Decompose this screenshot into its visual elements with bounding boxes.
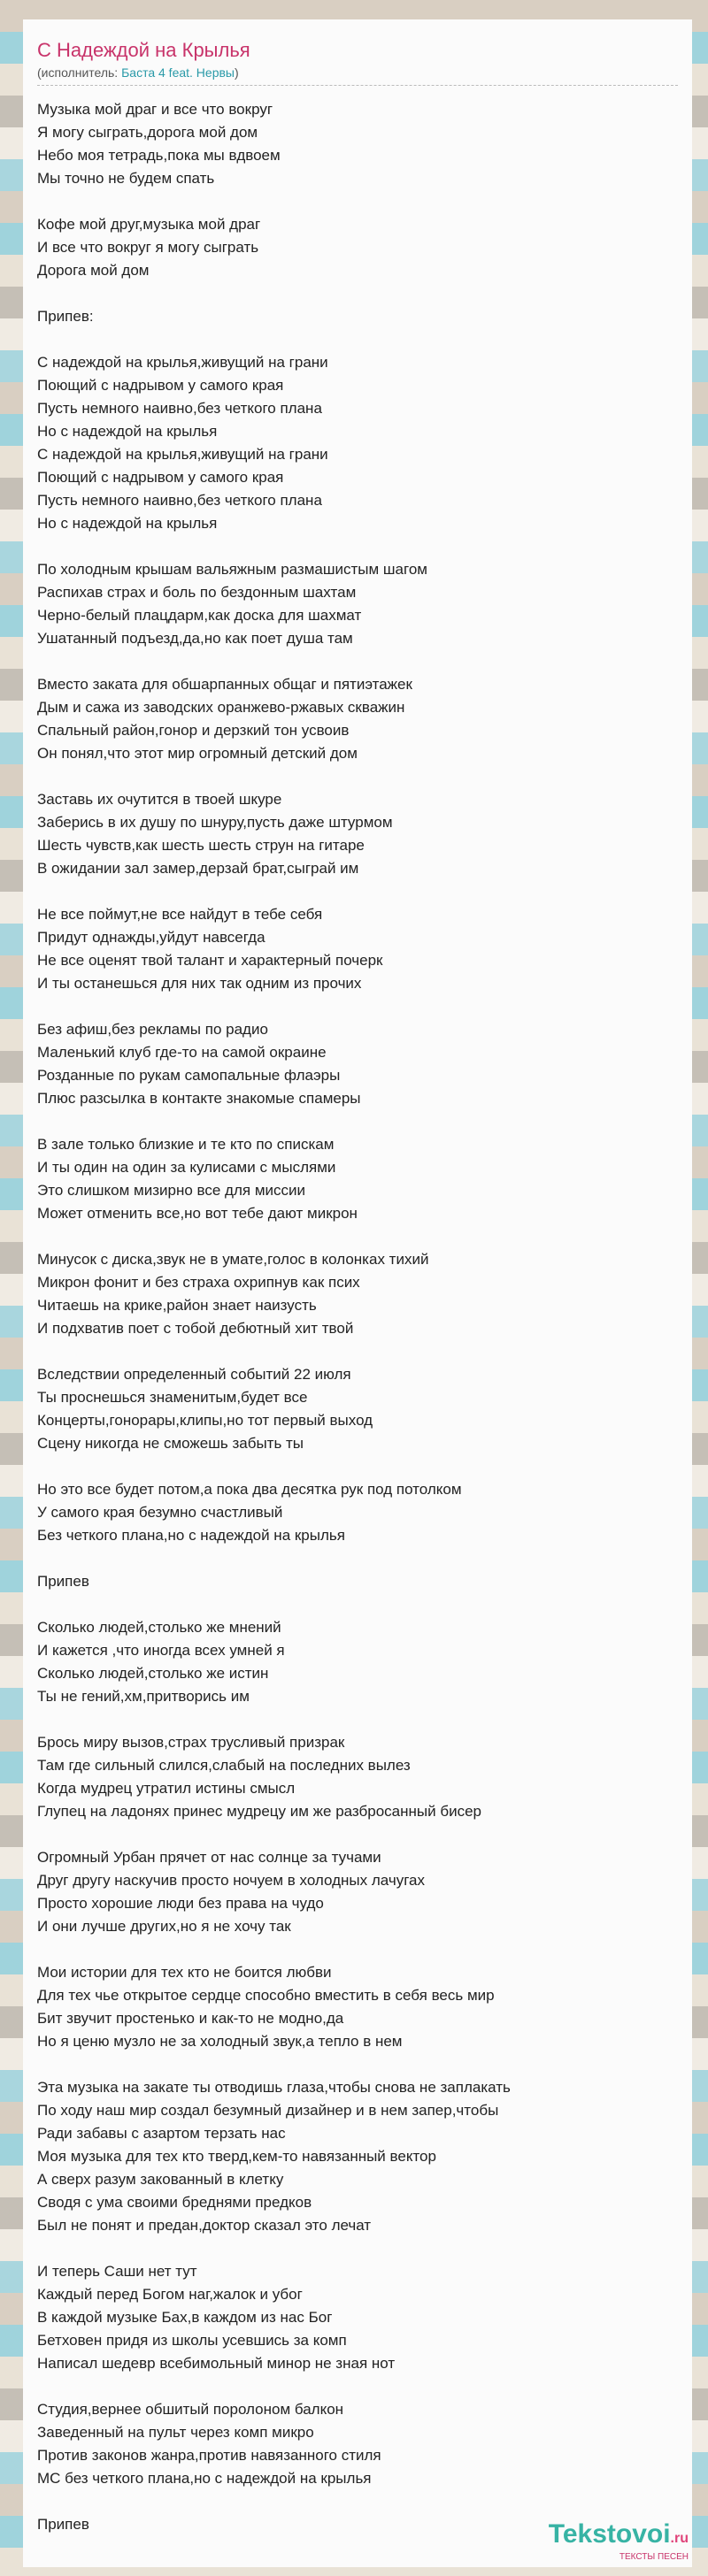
lyrics-line: Но с надеждой на крылья [37, 423, 218, 440]
lyrics-stanza [37, 305, 678, 328]
lyrics-line: Просто хорошие люди без права на чудо [37, 1895, 324, 1912]
lyrics-line: Заведенный на пульт через комп микро [37, 2424, 314, 2441]
lyrics-stanza [37, 1133, 678, 1225]
logo-main-text: Tekstovoi [548, 2519, 671, 2549]
lyrics-line: Музыка мой драг и все что вокруг [37, 101, 273, 118]
lyrics-line: Не все оценят твой талант и характерный почерк [37, 952, 383, 969]
lyrics-line: Поющий с надрывом у самого края [37, 469, 284, 486]
lyrics-line: Но это все будет потом,а пока два десятка рук под потолком [37, 1481, 462, 1498]
lyrics-stanza [37, 1961, 678, 2053]
lyrics-line: Я могу сыграть,дорога мой дом [37, 124, 258, 141]
lyrics-line: Шесть чувств,как шесть шесть струн на гитаре [37, 837, 365, 854]
lyrics-stanza [37, 1363, 678, 1455]
byline-suffix: ) [235, 65, 239, 80]
lyrics-line: Читаешь на крике,район знает наизусть [37, 1297, 317, 1314]
lyrics-line: Ты не гений,хм,притворись им [37, 1688, 250, 1705]
lyrics-line: И ты один на один за кулисами с мыслями [37, 1159, 336, 1176]
lyrics-stanza [37, 903, 678, 995]
lyrics-line: Друг другу наскучив просто ночуем в холодных лачугах [37, 1872, 425, 1889]
lyrics-line: Концерты,гонорары,клипы,но тот первый выход [37, 1412, 373, 1429]
lyrics-line: Припев [37, 1573, 89, 1590]
lyrics-stanza [37, 2260, 678, 2375]
lyrics-line: Ради забавы с азартом терзать нас [37, 2125, 286, 2142]
lyrics-line: Кофе мой друг,музыка мой драг [37, 216, 261, 233]
lyrics-line: Но с надеждой на крылья [37, 515, 218, 532]
lyrics-line: Бетховен придя из школы усевшись за комп [37, 2332, 347, 2349]
lyrics-line: Сколько людей,столько же истин [37, 1665, 269, 1682]
lyrics-line: С надеждой на крылья,живущий на грани [37, 446, 328, 463]
lyrics-line: Припев [37, 2516, 89, 2533]
lyrics-stanza [37, 1478, 678, 1547]
lyrics-stanza [37, 1570, 678, 1593]
lyrics-line: Ты проснешься знаменитым,будет все [37, 1389, 308, 1406]
lyrics-line: Заставь их очутится в твоей шкуре [37, 791, 282, 808]
lyrics-line: Ушатанный подъезд,да,но как поет душа там [37, 630, 353, 647]
logo-tagline: ТЕКСТЫ ПЕСЕН [619, 2552, 689, 2562]
lyrics-line: Поющий с надрывом у самого края [37, 377, 284, 394]
lyrics-line: С надеждой на крылья,живущий на грани [37, 354, 328, 371]
lyrics-stanza [37, 1616, 678, 1708]
lyrics-line: Каждый перед Богом наг,жалок и убог [37, 2286, 303, 2303]
lyrics-line: И кажется ,что иногда всех умней я [37, 1642, 285, 1659]
lyrics-stanza [37, 558, 678, 650]
lyrics-card [23, 19, 692, 2567]
lyrics-line: Моя музыка для тех кто тверд,кем-то навязанный вектор [37, 2148, 436, 2165]
lyrics-line: Это слишком мизирно все для миссии [37, 1182, 305, 1199]
lyrics-stanza [37, 1731, 678, 1823]
lyrics-body [37, 98, 678, 2536]
lyrics-line: Вместо заката для обшарпанных общаг и пятиэтажек [37, 676, 412, 693]
byline-prefix: (исполнитель: [37, 65, 122, 80]
lyrics-line: Может отменить все,но вот тебе дают микрон [37, 1205, 358, 1222]
lyrics-line: В зале только близкие и те кто по спискам [37, 1136, 335, 1153]
lyrics-line: Он понял,что этот мир огромный детский дом [37, 745, 358, 762]
lyrics-line: Вследствии определенный событий 22 июля [37, 1366, 351, 1383]
lyrics-line: Дорога мой дом [37, 262, 150, 279]
lyrics-stanza [37, 2398, 678, 2490]
lyrics-stanza [37, 788, 678, 880]
lyrics-line: Спальный район,гонор и дерзкий тон усвоив [37, 722, 350, 739]
lyrics-line: Там где сильный слился,слабый на последних вылез [37, 1757, 411, 1774]
lyrics-stanza [37, 1248, 678, 1340]
lyrics-line: Розданные по рукам самопальные флаэры [37, 1067, 341, 1084]
byline [37, 65, 678, 86]
lyrics-line: Бит звучит простенько и как-то не модно,да [37, 2010, 344, 2027]
lyrics-line: Плюс разсылка в контакте знакомые спамеры [37, 1090, 361, 1107]
lyrics-line: Мои истории для тех кто не боится любви [37, 1964, 332, 1981]
lyrics-line: Без афиш,без рекламы по радио [37, 1021, 268, 1038]
lyrics-line: Против законов жанра,против навязанного стиля [37, 2447, 381, 2464]
lyrics-line: Распихав страх и боль по бездонным шахтам [37, 584, 357, 601]
lyrics-line: И ты останешься для них так одним из прочих [37, 975, 362, 992]
lyrics-line: Эта музыка на закате ты отводишь глаза,чтобы снова не заплакать [37, 2079, 511, 2096]
lyrics-line: Студия,вернее обшитый поролоном балкон [37, 2401, 344, 2418]
lyrics-line: Мы точно не будем спать [37, 170, 215, 187]
lyrics-line: И подхватив поет с тобой дебютный хит твой [37, 1320, 354, 1337]
lyrics-line: Сводя с ума своими бреднями предков [37, 2194, 312, 2211]
site-logo[interactable] [549, 2521, 689, 2562]
artist-link[interactable]: Баста 4 feat. Нервы [121, 65, 235, 80]
lyrics-line: И все что вокруг я могу сыграть [37, 239, 259, 256]
lyrics-line: Дым и сажа из заводских оранжево-ржавых скважин [37, 699, 405, 716]
song-title: С Надеждой на Крылья [37, 39, 250, 61]
lyrics-line: По холодным крышам вальяжным размашистым шагом [37, 561, 427, 578]
lyrics-line: Огромный Урбан прячет от нас солнце за тучами [37, 1849, 381, 1866]
lyrics-line: Микрон фонит и без страха охрипнув как псих [37, 1274, 360, 1291]
lyrics-line: Написал шедевр всебимольный минор не зная нот [37, 2355, 396, 2372]
lyrics-line: МС без четкого плана,но с надеждой на крылья [37, 2470, 372, 2487]
lyrics-line: Для тех чье открытое сердце способно вместить в себя весь мир [37, 1987, 495, 2004]
lyrics-line: Сцену никогда не сможешь забыть ты [37, 1435, 304, 1452]
lyrics-line: И они лучше других,но я не хочу так [37, 1918, 291, 1935]
lyrics-line: Пусть немного наивно,без четкого плана [37, 492, 322, 509]
lyrics-line: Но я ценю музло не за холодный звук,а тепло в нем [37, 2033, 403, 2050]
lyrics-line: Когда мудрец утратил истины смысл [37, 1780, 296, 1797]
lyrics-line: Сколько людей,столько же мнений [37, 1619, 281, 1636]
lyrics-stanza [37, 1846, 678, 1938]
lyrics-line: Без четкого плана,но с надеждой на крылья [37, 1527, 345, 1544]
lyrics-line: Брось миру вызов,страх трусливый призрак [37, 1734, 345, 1751]
lyrics-line: Припев: [37, 308, 94, 325]
lyrics-line: А сверх разум закованный в клетку [37, 2171, 284, 2188]
lyrics-line: У самого края безумно счастливый [37, 1504, 283, 1521]
lyrics-line: Был не понят и предан,доктор сказал это лечат [37, 2217, 372, 2234]
lyrics-line: Пусть немного наивно,без четкого плана [37, 400, 322, 417]
lyrics-stanza [37, 213, 678, 282]
lyrics-stanza [37, 1018, 678, 1110]
lyrics-line: Небо моя тетрадь,пока мы вдвоем [37, 147, 281, 164]
lyrics-line: По ходу наш мир создал безумный дизайнер и в нем запер,чтобы [37, 2102, 499, 2119]
lyrics-line: Придут однажды,уйдут навсегда [37, 929, 266, 946]
lyrics-stanza [37, 673, 678, 765]
lyrics-stanza [37, 351, 678, 535]
lyrics-line: Не все поймут,не все найдут в тебе себя [37, 906, 323, 923]
lyrics-line: В ожидании зал замер,дерзай брат,сыграй им [37, 860, 359, 877]
logo-domain: .ru [670, 2531, 689, 2546]
lyrics-line: Глупец на ладонях принес мудрецу им же разбросанный бисер [37, 1803, 481, 1820]
lyrics-line: Черно-белый плацдарм,как доска для шахмат [37, 607, 362, 624]
lyrics-stanza [37, 98, 678, 190]
lyrics-line: Маленький клуб где-то на самой окраине [37, 1044, 327, 1061]
lyrics-line: В каждой музыке Бах,в каждом из нас Бог [37, 2309, 333, 2326]
lyrics-line: Минусок с диска,звук не в умате,голос в колонках тихий [37, 1251, 429, 1268]
lyrics-line: И теперь Саши нет тут [37, 2263, 197, 2280]
lyrics-stanza [37, 2076, 678, 2237]
lyrics-line: Заберись в их душу по шнуру,пусть даже штурмом [37, 814, 393, 831]
